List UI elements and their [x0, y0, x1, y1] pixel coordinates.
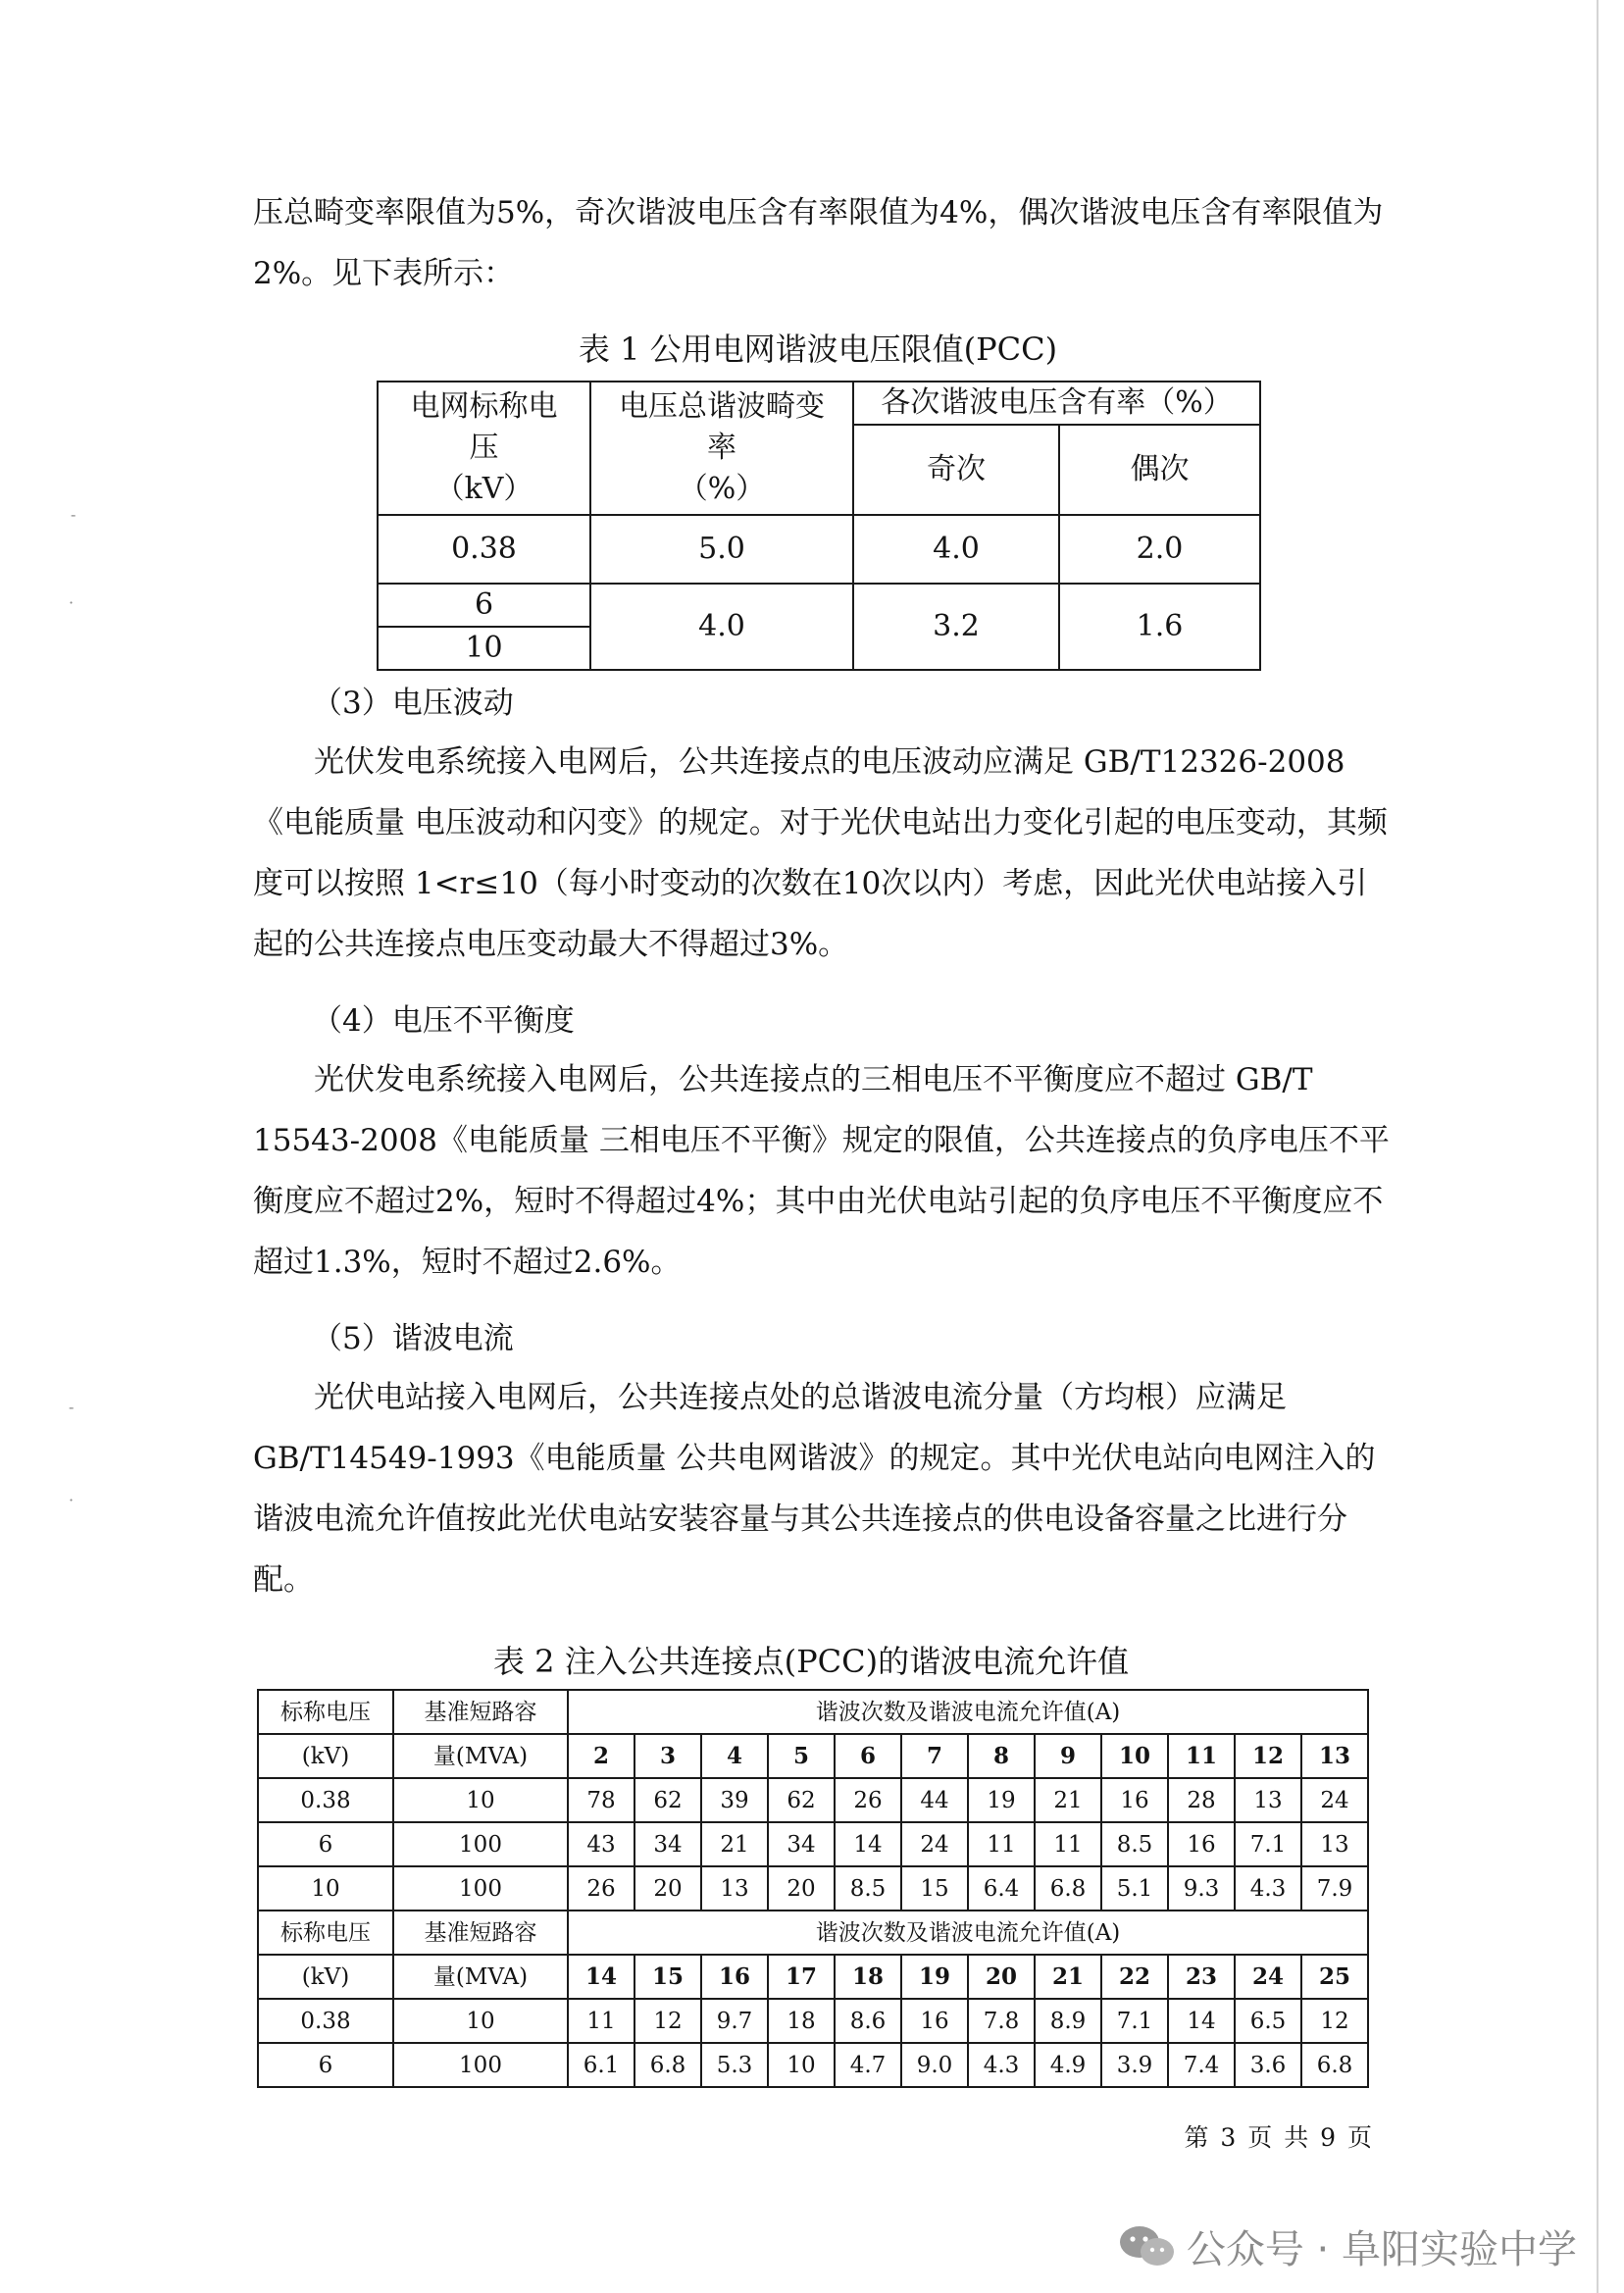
- header-harmonic-order: 14: [568, 1955, 634, 1999]
- cell-current-limit: 11: [1035, 1822, 1101, 1866]
- header-nominal-voltage: 标称电压: [258, 1911, 393, 1955]
- cell-current-limit: 8.5: [1101, 1822, 1168, 1866]
- table-header-row: [258, 1911, 1368, 1955]
- page-number: 第 3 页 共 9 页: [1184, 2123, 1374, 2152]
- cell-capacity: 100: [393, 1866, 568, 1911]
- cell-current-limit: 15: [901, 1866, 968, 1911]
- table-row: [378, 584, 1260, 627]
- cell-current-limit: 6.8: [634, 2043, 701, 2087]
- cell-current-limit: 14: [1168, 1999, 1235, 2043]
- cell-current-limit: 16: [1101, 1778, 1168, 1822]
- scan-speck: ·: [69, 1491, 75, 1509]
- cell-current-limit: 20: [768, 1866, 835, 1911]
- cell-voltage: 10: [378, 627, 590, 670]
- header-harmonic-order: 9: [1035, 1734, 1101, 1778]
- table-header-row: [258, 1734, 1368, 1778]
- table-row: [258, 1822, 1368, 1866]
- cell-current-limit: 7.8: [968, 1999, 1035, 2043]
- header-harmonic-order: 22: [1101, 1955, 1168, 1999]
- header-harmonic-content-group: 各次谐波电压含有率（%）: [853, 382, 1260, 425]
- table-row: [258, 1866, 1368, 1911]
- table1-caption: 表 1 公用电网谐波电压限值(PCC): [578, 331, 1058, 368]
- header-harmonic-order: 19: [901, 1955, 968, 1999]
- header-harmonic-order: 7: [901, 1734, 968, 1778]
- cell-current-limit: 9.0: [901, 2043, 968, 2087]
- cell-current-limit: 9.3: [1168, 1866, 1235, 1911]
- section-heading-voltage-unbalance: （4）电压不平衡度: [312, 1003, 575, 1039]
- wechat-logo-icon: [1118, 2224, 1177, 2269]
- header-voltage-unit: (kV): [258, 1955, 393, 1999]
- table-header-row: [258, 1690, 1368, 1734]
- header-harmonic-order: 4: [701, 1734, 768, 1778]
- cell-current-limit: 7.9: [1301, 1866, 1368, 1911]
- scan-speck: ·: [69, 593, 75, 612]
- table-row: [258, 1778, 1368, 1822]
- cell-current-limit: 5.3: [701, 2043, 768, 2087]
- cell-current-limit: 3.9: [1101, 2043, 1168, 2087]
- cell-current-limit: 43: [568, 1822, 634, 1866]
- header-voltage-unit: (kV): [258, 1734, 393, 1778]
- cell-capacity: 10: [393, 1999, 568, 2043]
- cell-current-limit: 9.7: [701, 1999, 768, 2043]
- harmonic-voltage-limit-table: [377, 381, 1261, 671]
- cell-current-limit: 10: [768, 2043, 835, 2087]
- cell-current-limit: 6.8: [1035, 1866, 1101, 1911]
- header-harmonic-order: 17: [768, 1955, 835, 1999]
- cell-voltage: 0.38: [378, 515, 590, 584]
- cell-even: 2.0: [1059, 515, 1260, 584]
- header-capacity-unit: 量(MVA): [393, 1955, 568, 1999]
- cell-current-limit: 18: [768, 1999, 835, 2043]
- cell-odd: 4.0: [853, 515, 1059, 584]
- cell-current-limit: 3.6: [1235, 2043, 1301, 2087]
- cell-current-limit: 4.3: [968, 2043, 1035, 2087]
- section-body-voltage-fluctuation: 光伏发电系统接入电网后，公共连接点的电压波动应满足 GB/T12326-2008《电能质量 电压波动和闪变》的规定。对于光伏电站出力变化引起的电压变动，其频度可以按照 1<r≤10（每小时变动的次数在10次以内）考虑，因此光伏电站接入引起的公共连接点电压变动最大不得超过3%。: [253, 744, 1388, 962]
- cell-current-limit: 13: [1235, 1778, 1301, 1822]
- header-harmonic-order: 3: [634, 1734, 701, 1778]
- header-harmonic-order: 24: [1235, 1955, 1301, 1999]
- scan-speck: -: [69, 1398, 75, 1416]
- header-harmonic-order: 11: [1168, 1734, 1235, 1778]
- cell-current-limit: 12: [634, 1999, 701, 2043]
- cell-current-limit: 24: [1301, 1778, 1368, 1822]
- section-heading-harmonic-current: （5）谐波电流: [312, 1321, 514, 1356]
- cell-current-limit: 34: [634, 1822, 701, 1866]
- header-even: 偶次: [1059, 425, 1260, 515]
- header-harmonic-order: 2: [568, 1734, 634, 1778]
- cell-current-limit: 16: [901, 1999, 968, 2043]
- cell-current-limit: 21: [1035, 1778, 1101, 1822]
- header-short-circuit-capacity: 基准短路容: [393, 1690, 568, 1734]
- watermark: [1118, 2218, 1577, 2274]
- cell-voltage: 6: [378, 584, 590, 627]
- scan-speck: -: [71, 505, 76, 524]
- cell-current-limit: 44: [901, 1778, 968, 1822]
- cell-current-limit: 21: [701, 1822, 768, 1866]
- header-harmonic-order: 16: [701, 1955, 768, 1999]
- cell-current-limit: 19: [968, 1778, 1035, 1822]
- header-odd: 奇次: [853, 425, 1059, 515]
- header-short-circuit-capacity: 基准短路容: [393, 1911, 568, 1955]
- cell-thd: 4.0: [590, 584, 853, 670]
- table-row: [258, 1999, 1368, 2043]
- table-row: [258, 2043, 1368, 2087]
- header-harmonic-order: 5: [768, 1734, 835, 1778]
- header-nominal-voltage: 电网标称电 压 （kV）: [378, 382, 590, 515]
- cell-current-limit: 34: [768, 1822, 835, 1866]
- header-harmonic-order: 12: [1235, 1734, 1301, 1778]
- cell-thd: 5.0: [590, 515, 853, 584]
- table2-caption: 表 2 注入公共连接点(PCC)的谐波电流允许值: [492, 1643, 1130, 1680]
- cell-current-limit: 39: [701, 1778, 768, 1822]
- cell-voltage: 10: [258, 1866, 393, 1911]
- cell-capacity: 10: [393, 1778, 568, 1822]
- header-harmonic-order: 18: [835, 1955, 901, 1999]
- cell-current-limit: 28: [1168, 1778, 1235, 1822]
- cell-odd: 3.2: [853, 584, 1059, 670]
- cell-current-limit: 26: [835, 1778, 901, 1822]
- cell-current-limit: 4.7: [835, 2043, 901, 2087]
- cell-current-limit: 7.4: [1168, 2043, 1235, 2087]
- cell-voltage: 6: [258, 1822, 393, 1866]
- cell-current-limit: 7.1: [1235, 1822, 1301, 1866]
- header-harmonic-order: 13: [1301, 1734, 1368, 1778]
- cell-current-limit: 8.6: [835, 1999, 901, 2043]
- header-harmonic-order: 15: [634, 1955, 701, 1999]
- cell-capacity: 100: [393, 2043, 568, 2087]
- section-body-harmonic-current: 光伏电站接入电网后，公共连接点处的总谐波电流分量（方均根）应满足 GB/T14549-1993《电能质量 公共电网谐波》的规定。其中光伏电站向电网注入的谐波电流允许值按此光伏电站安装容量与其公共连接点的供电设备容量之比进行分配。: [253, 1380, 1376, 1598]
- intro-paragraph: 压总畸变率限值为5%，奇次谐波电压含有率限值为4%，偶次谐波电压含有率限值为2%。见下表所示：: [253, 195, 1384, 291]
- cell-current-limit: 12: [1301, 1999, 1368, 2043]
- header-total-thd: 电压总谐波畸变 率 （%）: [590, 382, 853, 515]
- header-nominal-voltage: 标称电压: [258, 1690, 393, 1734]
- header-harmonic-order-group: 谐波次数及谐波电流允许值(A): [568, 1911, 1368, 1955]
- cell-current-limit: 6.8: [1301, 2043, 1368, 2087]
- cell-current-limit: 26: [568, 1866, 634, 1911]
- table-header-row: [258, 1955, 1368, 1999]
- header-harmonic-order: 8: [968, 1734, 1035, 1778]
- header-harmonic-order: 21: [1035, 1955, 1101, 1999]
- cell-current-limit: 14: [835, 1822, 901, 1866]
- header-harmonic-order: 20: [968, 1955, 1035, 1999]
- cell-current-limit: 13: [701, 1866, 768, 1911]
- section-heading-voltage-fluctuation: （3）电压波动: [312, 686, 514, 721]
- cell-voltage: 0.38: [258, 1778, 393, 1822]
- header-harmonic-order: 6: [835, 1734, 901, 1778]
- cell-current-limit: 13: [1301, 1822, 1368, 1866]
- header-harmonic-order-group: 谐波次数及谐波电流允许值(A): [568, 1690, 1368, 1734]
- cell-capacity: 100: [393, 1822, 568, 1866]
- cell-current-limit: 20: [634, 1866, 701, 1911]
- cell-current-limit: 78: [568, 1778, 634, 1822]
- cell-current-limit: 11: [568, 1999, 634, 2043]
- header-harmonic-order: 10: [1101, 1734, 1168, 1778]
- cell-current-limit: 24: [901, 1822, 968, 1866]
- cell-current-limit: 8.5: [835, 1866, 901, 1911]
- harmonic-current-limit-table: [257, 1689, 1369, 2088]
- cell-current-limit: 6.4: [968, 1866, 1035, 1911]
- header-harmonic-order: 23: [1168, 1955, 1235, 1999]
- cell-current-limit: 6.5: [1235, 1999, 1301, 2043]
- scan-page-edge: [1597, 0, 1599, 2293]
- cell-current-limit: 16: [1168, 1822, 1235, 1866]
- cell-current-limit: 8.9: [1035, 1999, 1101, 2043]
- cell-even: 1.6: [1059, 584, 1260, 670]
- cell-current-limit: 6.1: [568, 2043, 634, 2087]
- header-harmonic-order: 25: [1301, 1955, 1368, 1999]
- cell-current-limit: 62: [634, 1778, 701, 1822]
- cell-current-limit: 62: [768, 1778, 835, 1822]
- section-body-voltage-unbalance: 光伏发电系统接入电网后，公共连接点的三相电压不平衡度应不超过 GB/T 15543-2008《电能质量 三相电压不平衡》规定的限值，公共连接点的负序电压不平衡度应不超过2%，短时不得超过4%；其中由光伏电站引起的负序电压不平衡度应不超过1.3%，短时不超过2.6%。: [253, 1062, 1390, 1280]
- cell-current-limit: 11: [968, 1822, 1035, 1866]
- cell-voltage: 0.38: [258, 1999, 393, 2043]
- cell-current-limit: 7.1: [1101, 1999, 1168, 2043]
- header-capacity-unit: 量(MVA): [393, 1734, 568, 1778]
- cell-current-limit: 5.1: [1101, 1866, 1168, 1911]
- cell-current-limit: 4.3: [1235, 1866, 1301, 1911]
- cell-current-limit: 4.9: [1035, 2043, 1101, 2087]
- cell-voltage: 6: [258, 2043, 393, 2087]
- table-row: [378, 515, 1260, 584]
- watermark-text: 公众号 · 阜阳实验中学: [1186, 2227, 1577, 2272]
